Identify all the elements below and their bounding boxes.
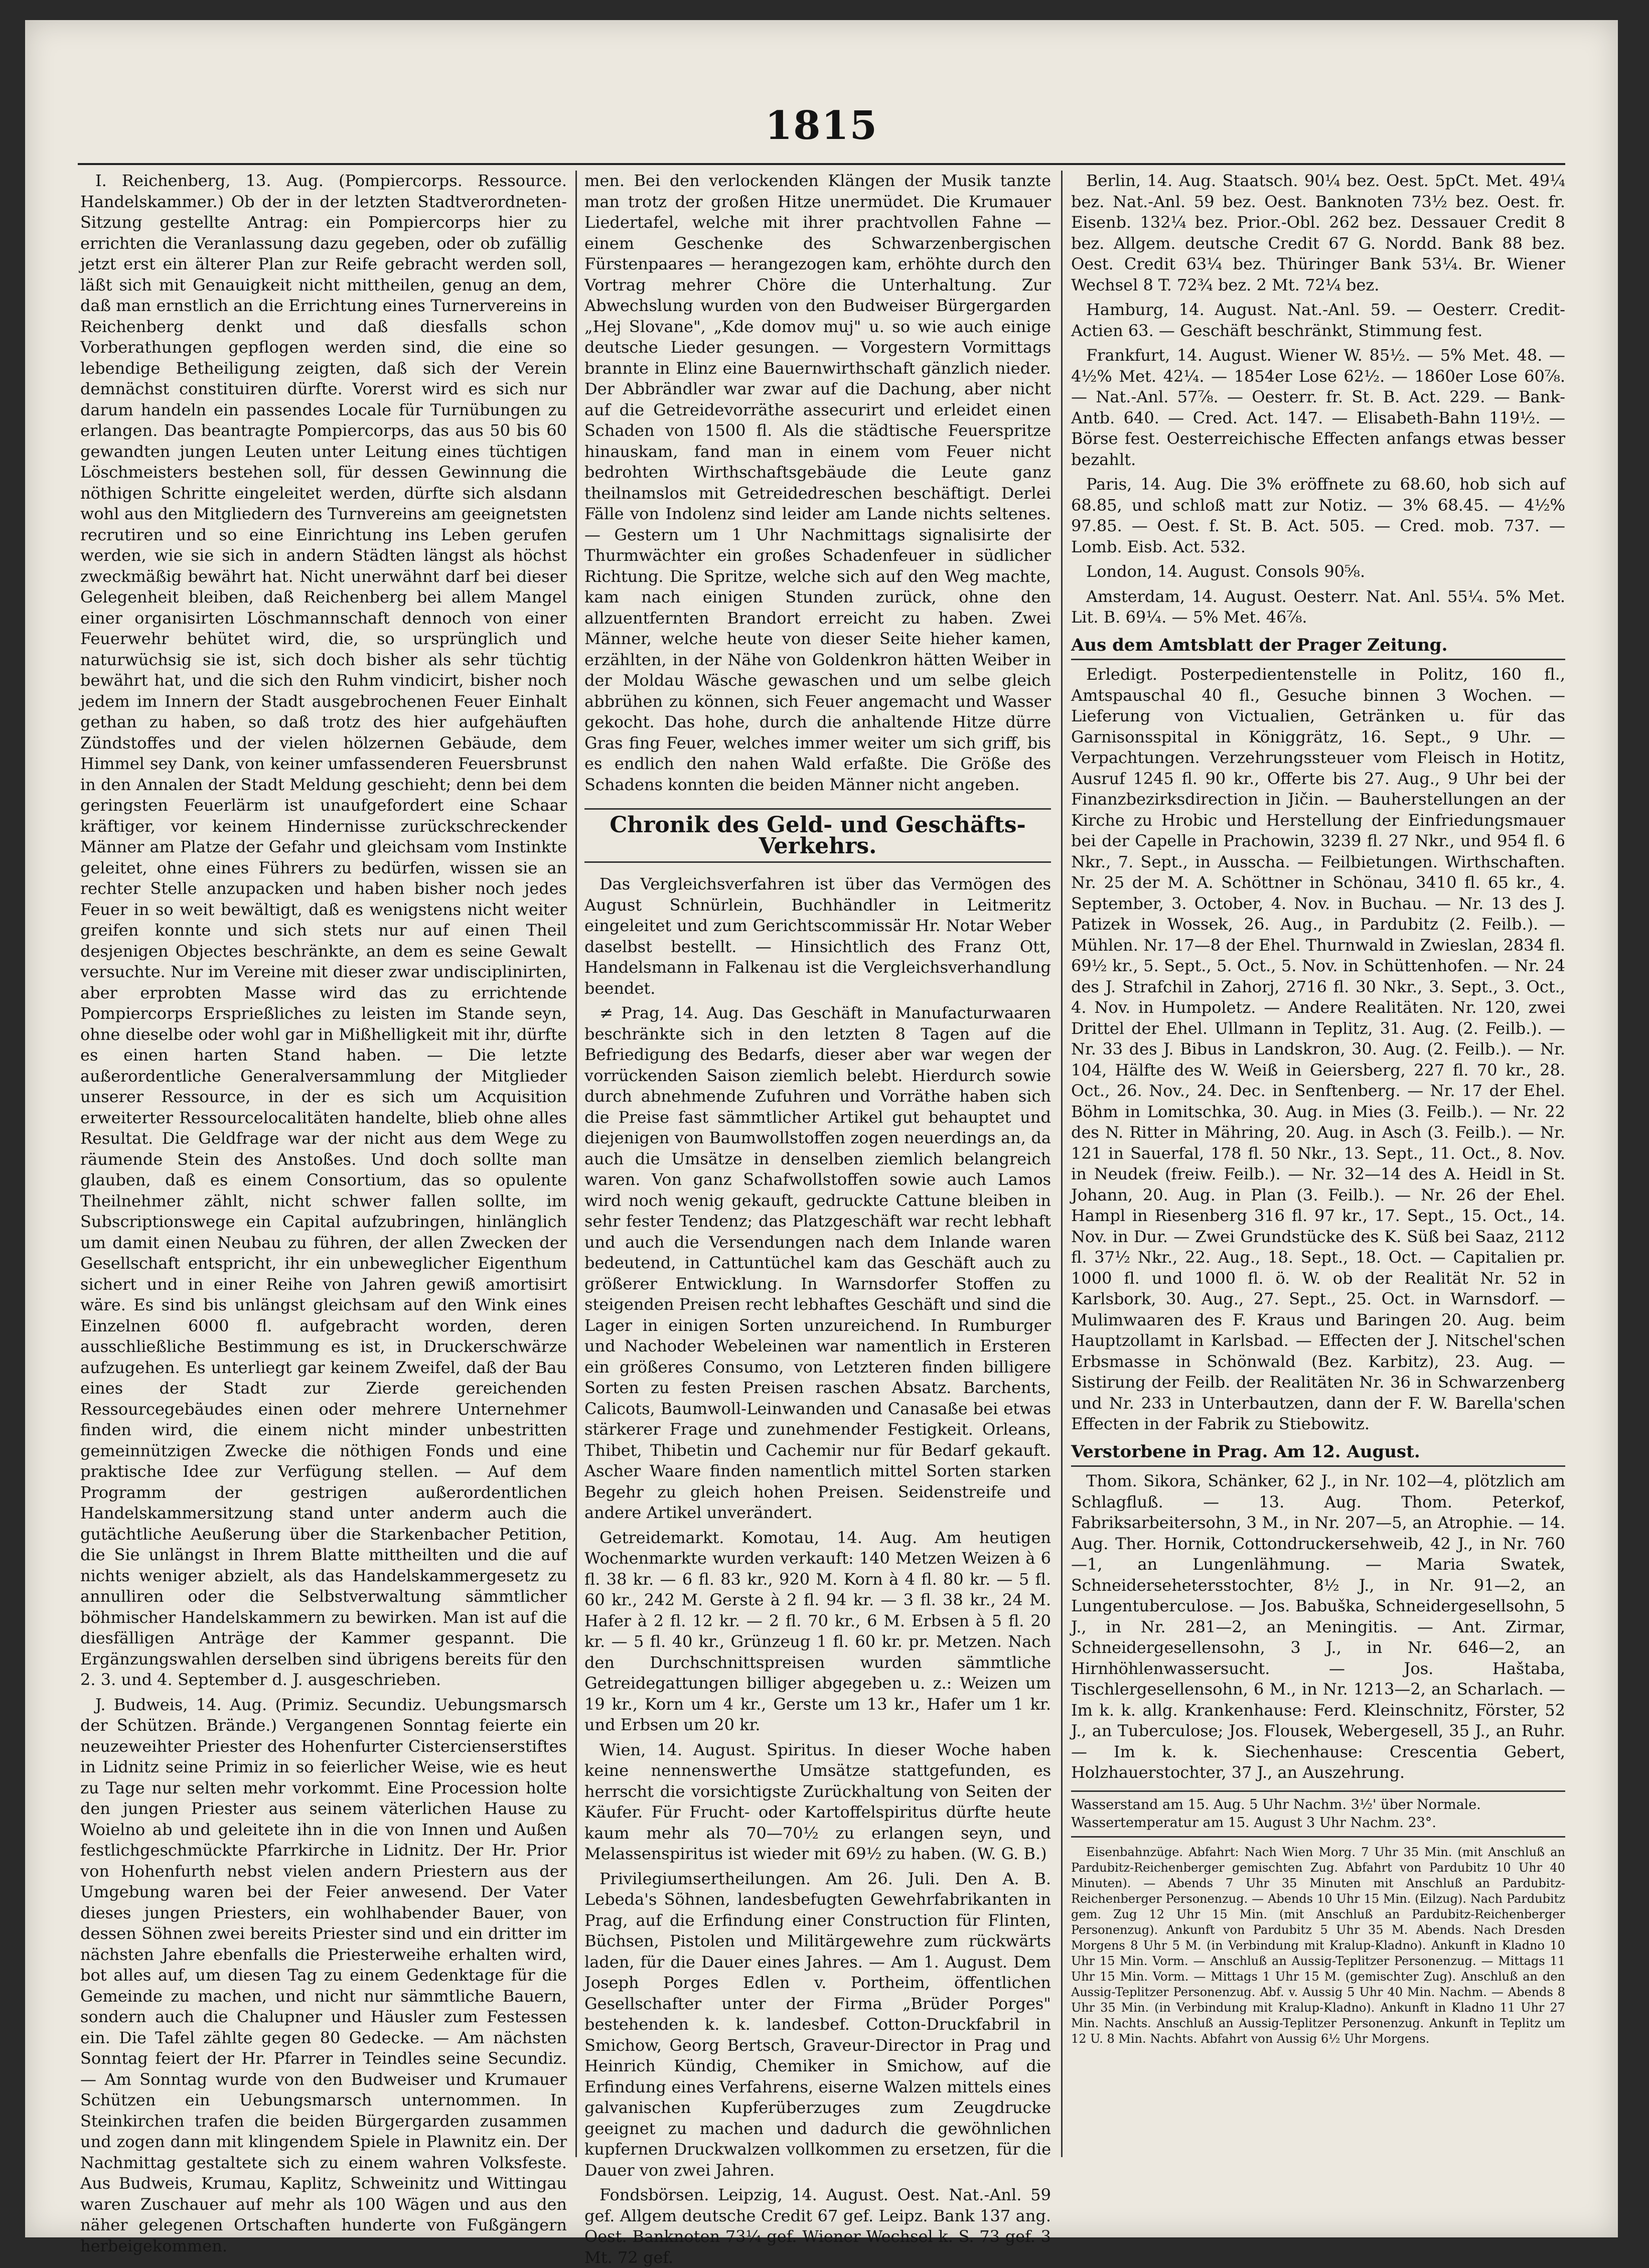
column-divider (1061, 171, 1063, 2157)
header-rule (78, 163, 1565, 165)
article-amtsblatt: Erledigt. Posterpedientenstelle in Politz, 160 fl., Amtspauschal 40 fl., Gesuche binnen 3 Wochen. — Lieferung von Victualien, Getränken u. für das Garnisonsspital in Königgrätz, 16. Sept., 9 Uhr. — Verpachtungen. Verzehrungssteuer vom Fleisch in Hotitz, Ausruf 1245 fl. 90 kr., Offerte bis 27. Aug., 9 Uhr bei der Finanzbezirksdirection in Jičin. — Bauherstellungen an der Kirche zu Hrobic und Herstellung der Einfriedungsmauer bei der Capelle in Prachowin, 3239 fl. 27 Nkr., und 954 fl. 6 Nkr., 7. Sept., in Ausscha. — Feilbietungen. Wirthschaften. Nr. 25 der M. A. Schöttner in Schönau, 3410 fl. 65 kr., 4. September, 3. October, 4. Nov. in Buchau. — Nr. 13 des J. Patizek in Wossek, 26. Aug., in Pardubitz (2. Feilb.). — Mühlen. Nr. 17—8 der Ehel. Thurnwald in Zwieslan, 2834 fl. 69½ kr., 5. Sept., 5. Oct., 5. Nov. in Schüttenhofen. — Nr. 24 des J. Strafchil in Zahorj, 2716 fl. 30 Nkr., 3. Sept., 3. Oct., 4. Nov. in Humpoletz. — Andere Realitäten. Nr. 120, zwei Drittel der Ehel. Ullmann in Teplitz, 31. Aug. (2. Feilb.). — Nr. 33 des J. Bibus in Landskron, 30. Aug. (2. Feilb.). — Nr. 104, Hälfte des W. Weiß in Geiersberg, 227 fl. 70 kr., 28. Oct., 26. Nov., 24. Dec. in Senftenberg. — Nr. 17 der Ehel. Böhm in Lomitschka, 30. Aug. in Mies (3. Feilb.). — Nr. 22 des N. Ritter in Mähring, 20. Aug. in Asch (3. Feilb.). — Nr. 121 in Sauerfal, 178 fl. 50 Nkr., 13. Sept., 11. Oct., 8. Nov. in Neudek (freiw. Feilb.). — Nr. 32—14 des A. Heidl in St. Johann, 20. Aug. in Plan (3. Feilb.). — Nr. 26 der Ehel. Hampl in Riesenberg 316 fl. 97 kr., 17. Sept., 15. Oct., 14. Nov. in Dur. — Zwei Grundstücke des K. Süß bei Saaz, 2112 fl. 37½ Nkr., 22. Aug., 18. Sept., 18. Oct. — Capitalien pr. 1000 fl. und 1000 fl. ö. W. ob der Realität Nr. 52 in Karlsbork, 30. Aug., 27. Sept., 25. Oct. in Warnsdorf. — Mulimwaaren des F. Kraus und Baringen 20. Aug. beim Hauptzollamt in Karlsbad. — Effecten der J. Nitschel'schen Erbsmasse in Schönwald (Bez. Karbitz), 23. Aug. — Sistirung der Feilb. der Realitäten Nr. 36 in Schwarzenberg und Nr. 233 in Unterbautzen, dann der F. W. Barella'schen Effecten in der Fabrik zu Stiebowitz. (1071, 665, 1565, 1433)
column-right (1071, 171, 1565, 2187)
column-middle (584, 171, 1051, 2267)
newspaper-page (25, 20, 1618, 2267)
section-heading-amtsblatt: Aus dem Amtsblatt der Prager Zeitung. (1071, 635, 1565, 661)
article-budweis-continued: men. Bei den verlockenden Klängen der Musik tanzte man trotz der großen Hitze unermüdet. Die Krumauer Liedertafel, welche mit ihrer prachtvollen Fahne — einem Geschenke des Schwarzenbergischen Fürstenpaares — herangezogen kam, erhöhte durch den Vortrag mehrer Chöre die Unterhaltung. Zur Abwechslung wurden von den Budweiser Bürgergarden „Hej Slovane", „Kde domov muj" u. so wie auch einige deutsche Lieder gesungen. — Vorgestern Vormittags brannte in Elinz eine Bauernwirthschaft gänzlich nieder. Der Abbrändler war zwar auf die Dachung, aber nicht auf die Getreidevorräthe assecurirt und erleidet einen Schaden von 1500 fl. Als die städtische Feuerspritze hinauskam, fand man in einem vom Feuer nicht bedrohten Wirthschaftsgebäude die Leute ganz theilnamslos mit Getreidedreschen beschäftigt. Derlei Fälle von Indolenz sind leider am Lande nichts seltenes. — Gestern um 1 Uhr Nachmittags signalisirte der Thurmwächter ein großes Schadenfeuer in südlicher Richtung. Die Spritze, welche sich auf den Weg machte, kam nach einigen Stunden zurück, ohne den allzuentfernten Brandort erreicht zu haben. Zwei Männer, welche heute von dieser Seite hieher kamen, erzählten, in der Nähe von Goldenkron hätten Weiber in der Moldau Wäsche gewaschen und um selbe gleich abbrühen zu können, sich Feuer angemacht und Wasser gekocht. Das hohe, durch die anhaltende Hitze dürre Gras fing Feuer, welches immer weiter um sich griff, bis es endlich den nahen Wald erfaßte. Die Größe des Schadens konnten die beiden Männer nicht angeben. (584, 171, 1051, 794)
market-london: London, 14. August. Consols 90⅝. (1086, 562, 1366, 581)
market-frankfurt: Frankfurt, 14. August. Wiener W. 85½. — 5% Met. 48. — 4½% Met. 42¼. — 1854er Lose 62½. — 1860er Lose 60⅞. — Nat.-Anl. 57⅞. — Oesterr. fr. St. B. Act. 229. — Bank-Antb. 640. — Cred. Act. 147. — Elisabeth-Bahn 119½. — Börse fest. Oesterreichische Effecten anfangs etwas besser bezahlt. (1071, 346, 1565, 469)
column-left (80, 171, 567, 2255)
article-vergleichsverfahren: Das Vergleichsverfahren ist über das Vermögen des August Schnürlein, Buchhändler in Leitmeritz eingeleitet und zum Gerichtscommissär Hr. Notar Weber daselbst bestellt. — Hinsichtlich des Franz Ott, Handelsmann in Falkenau ist die Vergleichsverhandlung beendet. (584, 874, 1051, 998)
article-fondsboersen: Fondsbörsen. Leipzig, 14. August. Oest. Nat.-Anl. 59 gef. Allgem deutsche Credit 67 gef. Leipz. Bank 137 ang. Oest. Banknoten 73¼ gef. Wiener Wechsel k. S. 73 gef. 3 Mt. 72 gef. (584, 2185, 1051, 2267)
section-heading-chronik: Chronik des Geld- und Geschäfts-Verkehrs. (584, 808, 1051, 863)
article-privilegien: Privilegiumsertheilungen. Am 26. Juli. Den A. B. Lebeda's Söhnen, landesbefugten Gewehrfabrikanten in Prag, auf die Erfindung einer Construction für Flinten, Büchsen, Pistolen und Militärgewehre zum rückwärts laden, für die Dauer eines Jahres. — Am 1. August. Dem Joseph Porges Edlen v. Portheim, öffentlichen Gesellschafter unter der Firma „Brüder Porges" bestehenden k. k. landesbef. Cotton-Druckfabril in Smichow, Georg Bertsch, Graveur-Director in Prag und Heinrich Kündig, Chemiker in Smichow, auf die Erfindung eines Verfahrens, eiserne Walzen mittels eines galvanischen Kupferüberzuges zum Zeugdrucke geeignet zu machen und dadurch die gewöhnlichen kupfernen Druckwalzen vollkommen zu ersetzen, für die Dauer von zwei Jahren. (584, 1869, 1051, 2180)
article-reichenberg: I. Reichenberg, 13. Aug. (Pompiercorps. Ressource. Handelskammer.) Ob der in der letzten Stadtverordneten-Sitzung gestellte Antrag: ein Pompiercorps hier zu errichten die Veranlassung dazu gegeben, oder ob zufällig jetzt erst ein älterer Plan zur Reife gebracht werden soll, läßt sich mit Genauigkeit nicht mittheilen, genug an dem, daß man ernstlich an die Errichtung eines Turnervereins in Reichenberg denkt und daß diesfalls schon Vorberathungen gepflogen werden sind, die eine so lebendige Betheiligung zeigten, daß sich der Verein demnächst constituiren dürfte. Vorerst wird es sich nur darum handeln ein passendes Locale für Turnübungen zu erlangen. Das beantragte Pompiercorps, das aus 50 bis 60 gewandten jungen Leuten unter Leitung eines tüchtigen Löschmeisters bestehen soll, für dessen Gewinnung die nöthigen Schritte eingeleitet werden, dürfte sich alsdann wohl aus den Mitgliedern des Turnvereins am geeignetsten recrutiren und so eine Einrichtung ins Leben gerufen werden, wie sie sich in andern Städten längst als höchst zweckmäßig bewährt hat. Nicht unerwähnt darf bei dieser Gelegenheit bleiben, daß Reichenberg bei allem Mangel einer organisirten Löschmannschaft dennoch von einer Feuerwehr behütet wird, die, so ursprünglich und naturwüchsig sie ist, sich doch bisher als sehr tüchtig bewährt hat, und die sich den Ruhm vindicirt, bisher noch jedem im Innern der Stadt ausgebrochenen Feuer Einhalt gethan zu haben, so daß trotz des hier aufgehäuften Zündstoffes und der vielen hölzernen Gebäude, dem Himmel sey Dank, von keiner umfassenderen Feuersbrunst in den Annalen der Stadt Meldung geschieht; denn bei dem geringsten Feuerlärm ist unaufgefordert eine Schaar kräftiger, vor keinem Hindernisse zurückschreckender Männer am Platze der Gefahr und gleichsam vom Instinkte geleitet, ohne eines Führers zu bedürfen, wissen sie an rechter Stelle anzupacken und haben bisher noch jedes Feuer in so weit bewältigt, daß es wenigstens nicht weiter greifen konnte und sich stets nur auf einen Theil desjenigen Objectes beschränkte, an dem es seine Gewalt versuchte. Nur im Vereine mit dieser zwar undisciplinirten, aber erprobten Masse wird das zu errichtende Pompiercorps Ersprießliches zu leisten im Stande seyn, ohne dieselbe oder wohl gar in Mißhelligkeit mit ihr, dürfte es einen harten Stand haben. — Die letzte außerordentliche Generalversammlung der Mitglieder unserer Ressource, in der es sich um Acquisition erweiterter Ressourcelocalitäten handelte, blieb ohne alles Resultat. Die Geldfrage war der nicht aus dem Wege zu räumende Stein des Anstoßes. Und doch sollte man glauben, daß es einem Consortium, das so opulente Theilnehmer zählt, nicht schwer fallen sollte, im Subscriptionswege ein Capital aufzubringen, hinlänglich um damit einen Neubau zu führen, der allen Zwecken der Gesellschaft entspricht, ihr ein unbeweglicher Eigenthum sichert und in einer Reihe von Jahren gewiß amortisirt wäre. Es sind bis unlängst gleichsam auf den Wink eines Einzelnen 6000 fl. aufgebracht worden, deren ausschließliche Bestimmung es ist, in Druckerschwärze aufzugehen. Es unterliegt gar keinem Zweifel, daß der Bau eines der Stadt zur Zierde gereichenden Ressourcegebäudes einen oder mehrere Unternehmer finden wird, die einem nicht minder unbestritten gemeinnützigen Zwecke die nöthigen Fonds und eine praktische Idee zur Verfügung stellen. — Auf dem Programm der gestrigen außerordentlichen Handelskammersitzung stand unter anderm auch die gutächtliche Aeußerung über die Starkenbacher Petition, die Sie unlängst in Ihrem Blatte mittheilten und die auf nichts weniger abzielt, als das Handelskammergesetz zu annulliren oder die Selbstverwaltung sämmtlicher böhmischer Handelskammern zu bewirken. Man ist auf die diesfälligen Anträge der Kammer gespannt. Die Ergänzungswahlen derselben sind übrigens bereits für den 2. 3. und 4. September d. J. ausgeschrieben. (80, 171, 567, 1689)
page-number: 1815 (765, 103, 878, 148)
section-heading-verstorbene: Verstorbene in Prag. Am 12. August. (1071, 1442, 1565, 1467)
market-berlin: Berlin, 14. Aug. Staatsch. 90¼ bez. Oest. 5pCt. Met. 49¼ bez. Nat.-Anl. 59 bez. Oest. Banknoten 73½ bez. Oest. fr. Eisenb. 132¼ bez. Prior.-Obl. 262 bez. Dessauer Credit 8 bez. Allgem. deutsche Credit 67 G. Nordd. Bank 88 bez. Oest. Credit 63¼ bez. Thüringer Bank 53¼. Br. Wiener Wechsel 8 T. 72¾ bez. 2 Mt. 72¼ bez. (1071, 171, 1565, 294)
article-verstorbene: Thom. Sikora, Schänker, 62 J., in Nr. 102—4, plötzlich am Schlagfluß. — 13. Aug. Thom. Peterkof, Fabriksarbeitersohn, 3 M., in Nr. 207—5, an Atrophie. — 14. Aug. Ther. Hornik, Cottondruckersehweib, 42 J., in Nr. 760—1, an Lungenlähmung. — Maria Swatek, Schneidersehetersstochter, 8½ J., in Nr. 91—2, an Lungentuberculose. — Jos. Babuška, Schneidergesellsohn, 5 J., in Nr. 281—2, an Meningitis. — Ant. Zirmar, Schneidergesellensohn, 3 J., in Nr. 646—2, an Hirnhöhlenwassersucht. — Jos. Haštaba, Tischlergesellensohn, 6 M., in Nr. 1213—2, an Scharlach. — Im k. k. allg. Krankenhause: Ferd. Kleinschnitz, Förster, 52 J., an Tuberculose; Jos. Flousek, Webergesell, 35 J., an Ruhr. — Im k. k. Siechenhause: Crescentia Gebert, Holzhauerstochter, 37 J., an Auszehrung. (1071, 1471, 1565, 1782)
railway-schedule: Eisenbahnzüge. Abfahrt: Nach Wien Morg. 7 Uhr 35 Min. (mit Anschluß an Pardubitz-Reichenberger gemischten Zug. Abfahrt von Pardubitz 10 Uhr 40 Minuten). — Abends 7 Uhr 35 Minuten mit Anschluß an Pardubitz-Reichenberger Personenzug. — Abends 10 Uhr 15 Min. (Eilzug). Nach Pardubitz gem. Zug 12 Uhr 15 Min. (mit Anschluß an Pardubitz-Reichenberger Personenzug). Ankunft von Pardubitz 5 Uhr 35 M. Abends. Nach Dresden Morgens 8 Uhr 5 M. (in Verbindung mit Kralup-Kladno). Ankunft in Kladno 10 Uhr 15 Min. Vorm. — Anschluß an Aussig-Teplitzer Personenzug. — Mittags 11 Uhr 15 Min. Vorm. — Mittags 1 Uhr 15 M. (gemischter Zug). Anschluß an den Aussig-Teplitzer Personenzug. Abf. v. Aussig 5 Uhr 40 Min. Nachm. — Abends 8 Uhr 35 Min. (in Verbindung mit Kralup-Kladno). Ankunft in Kladno 11 Uhr 27 Min. Nachts. Anschluß an Aussig-Teplitzer Personenzug. Ankunft in Teplitz um 12 U. 8 Min. Nachts. Abfahrt von Aussig 6½ Uhr Morgens. (1071, 1845, 1565, 2046)
market-paris: Paris, 14. Aug. Die 3% eröffnete zu 68.60, hob sich auf 68.85, und schloß matt zur Notiz. — 3% 68.45. — 4½% 97.85. — Oest. f. St. B. Act. 505. — Cred. mob. 737. — Lomb. Eisb. Act. 532. (1071, 475, 1565, 556)
column-divider (575, 171, 577, 2157)
article-wien-spiritus: Wien, 14. August. Spiritus. In dieser Woche haben keine nennenswerthe Umsätze stattgefunden, es herrscht die vorsichtigste Zurückhaltung von Seiten der Käufer. Für Frucht- oder Kartoffelspiritus dürfte heute kaum mehr als 70—70½ zu erlangen seyn, und Melassenspiritus ist wieder mit 69½ zu haben. (W. G. B.) (584, 1740, 1051, 1863)
market-amsterdam: Amsterdam, 14. August. Oesterr. Nat. Anl. 55¼. 5% Met. Lit. B. 69¼. — 5% Met. 46⅞. (1071, 586, 1565, 627)
water-temperature: Wassertemperatur am 15. August 3 Uhr Nachm. 23°. (1071, 1815, 1437, 1831)
water-info-box (1071, 1790, 1565, 1838)
article-prag-manufactur: ≠ Prag, 14. Aug. Das Geschäft in Manufacturwaaren beschränkte sich in den letzten 8 Tagen auf die Befriedigung des Bedarfs, dieser aber war wegen der vorrückenden Saison ziemlich belebt. Hierdurch sowie durch abnehmende Zufuhren und Vorräthe haben sich die Preise fast sämmtlicher Artikel gut behauptet und diejenigen von Baumwollstoffen zogen neuerdings an, da auch die Umsätze in denselben ziemlich belangreich waren. Von ganz Schafwollstoffen sowie auch Lamos wird noch wenig gekauft, gedruckte Cattune bleiben in sehr fester Tendenz; das Platzgeschäft war recht lebhaft und auch die Versendungen nach dem Inlande waren bedeutend, in Cattuntüchel kam das Geschäft auch zu größerer Entwicklung. In Warnsdorfer Stoffen zu steigenden Preisen recht lebhaftes Geschäft und sind die Lager in einigen Sorten unzureichend. In Rumburger und Nachoder Webeleinen war namentlich in Ersteren ein größeres Consumo, von Letzteren finden billigere Sorten zu festen Preisen raschen Absatz. Barchents, Calicots, Baumwoll-Leinwanden und Canasaße bei etwas stärkerer Frage und zunehmender Festigkeit. Orleans, Thibet, Thibetin und Cachemir nur für Bedarf gekauft. Ascher Waare finden namentlich mittel Sorten starken Begehr zu gleich hohen Preisen. Seidenstreife und andere Artikel unverändert. (584, 1003, 1051, 1522)
market-hamburg: Hamburg, 14. August. Nat.-Anl. 59. — Oesterr. Credit-Actien 63. — Geschäft beschränkt, Stimmung fest. (1071, 300, 1565, 340)
water-level: Wasserstand am 15. Aug. 5 Uhr Nachm. 3½' über Normale. (1071, 1796, 1481, 1812)
article-budweis: J. Budweis, 14. Aug. (Primiz. Secundiz. Uebungsmarsch der Schützen. Brände.) Vergangenen Sonntag feierte ein neuzeweihter Priester des Hohenfurter Cistercienserstiftes in Lidnitz seine Primiz in so feierlicher Weise, wie es heut zu Tage nur selten mehr vorkommt. Eine Procession holte den jungen Priester aus seinem väterlichen Hause zu Woielno ab und geleitete ihn in die von Innen und Außen festlichgeschmückte Pfarrkirche in Lidnitz. Der Hr. Prior von Hohenfurth nebst vielen andern Priestern aus der Umgebung waren bei der Feier anwesend. Der Vater dieses jungen Priesters, ein wohlhabender Bauer, von dessen Söhnen zwei bereits Priester sind und ein dritter im nächsten Jahre ebenfalls die Priesterweihe erhalten wird, bot alles auf, um diesen Tag zu einem Gedenktage für die Gemeinde zu machen, und nicht nur sämmtliche Bauern, sondern auch die Chalupner und Häusler zum Festessen ein. Die Tafel zählte gegen 80 Gedecke. — Am nächsten Sonntag feiert der Hr. Pfarrer in Teindles seine Secundiz. — Am Sonntag wurde von den Budweiser und Krumauer Schützen ein Uebungsmarsch unternommen. In Steinkirchen trafen die beiden Bürgergarden zusammen und zogen dann mit klingendem Spiele in Plawnitz ein. Der Nachmittag gestaltete sich zu einem wahren Volksfeste. Aus Budweis, Krumau, Kaplitz, Schweinitz und Wittingau waren Zuschauer auf mehr als 100 Wägen und aus den näher gelegenen Ortschaften hunderte von Fußgängern herbeigekommen. (80, 1695, 567, 2255)
article-getreidemarkt: Getreidemarkt. Komotau, 14. Aug. Am heutigen Wochenmarkte wurden verkauft: 140 Metzen Weizen à 6 fl. 38 kr. — 6 fl. 83 kr., 920 M. Korn à 4 fl. 80 kr. — 5 fl. 60 kr., 242 M. Gerste à 2 fl. 94 kr. — 3 fl. 38 kr., 24 M. Hafer à 2 fl. 12 kr. — 2 fl. 70 kr., 6 M. Erbsen à 5 fl. 20 kr. — 5 fl. 40 kr., Grünzeug 1 fl. 60 kr. pr. Metzen. Nach den Durchschnittspreisen wurden sämmtliche Getreidegattungen billiger abgegeben u. z.: Weizen um 19 kr., Korn um 4 kr., Gerste um 13 kr., Hafer um 1 kr. und Erbsen um 20 kr. (584, 1528, 1051, 1734)
